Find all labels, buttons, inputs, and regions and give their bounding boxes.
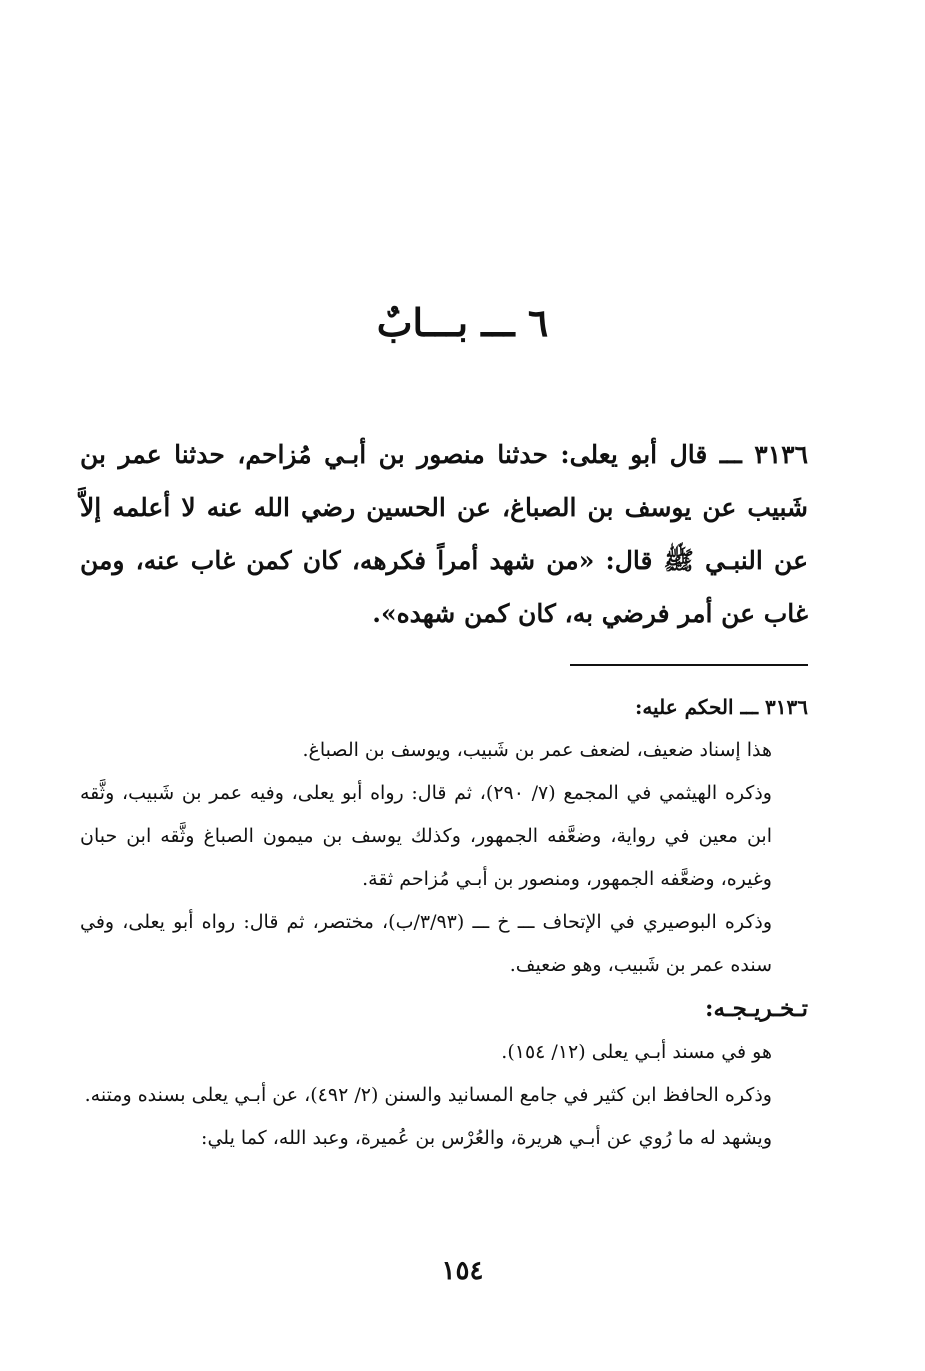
- chapter-title: ٦ ـــ بـــابٌ: [376, 300, 549, 345]
- hadith-body: ـــ قال أبو يعلى: حدثنا منصور بن أبـي مُزاحم، حدثنا عمر بن شَبيب عن يوسف بن الصباغ، عن الحسين رضي الله عنه لا أعلمه إلاَّ عن النبـي ﷺ قال: «من شهد أمراً فكرهه، كان كمن غاب عنه، ومن غاب عن أمر فرضي به، كان كمن شهده».: [80, 440, 808, 628]
- takhrij-heading: تـخـريـجـه:: [705, 995, 808, 1022]
- footnote-divider: [570, 664, 808, 666]
- hadith-text-block: [80, 428, 808, 640]
- takhrij-paragraph: وذكره الحافظ ابن كثير في جامع المسانيد والسنن (٢/ ٤٩٢)، عن أبـي يعلى بسنده ومتنه.: [84, 1084, 772, 1106]
- ruling-paragraph: وذكره الهيثمي في المجمع (٧/ ٢٩٠)، ثم قال: رواه أبو يعلى، وفيه عمر بن شَبيب، وثَّقه ابن معين في رواية، وضعَّفه الجمهور، وكذلك يوسف بن ميمون الصباغ وثَّقه ابن حبان وغيره، وضعَّفه الجمهور، ومنصور بن أبـي مُزاحم ثقة.: [80, 782, 772, 890]
- ruling-heading: ٣١٣٦ ـــ الحكم عليه:: [634, 695, 808, 719]
- takhrij-paragraph: هو في مسند أبـي يعلى (١٢/ ١٥٤).: [501, 1041, 772, 1063]
- ruling-paragraph: وذكره البوصيري في الإتحاف ـــ خ ـــ (٣/٩٣/ب)، مختصر، ثم قال: رواه أبو يعلى، وفي سنده عمر بن شَبيب، وهو ضعيف.: [80, 911, 772, 976]
- ruling-paragraph: هذا إسناد ضعيف، لضعف عمر بن شَبيب، ويوسف بن الصباغ.: [302, 739, 772, 761]
- commentary-block: [80, 686, 808, 1160]
- takhrij-paragraph: ويشهد له ما رُوي عن أبـي هريرة، والعُرْس بن عُميرة، وعبد الله، كما يلي:: [201, 1127, 772, 1149]
- page-number: ١٥٤: [441, 1256, 484, 1286]
- hadith-number: ٣١٣٦: [754, 440, 808, 469]
